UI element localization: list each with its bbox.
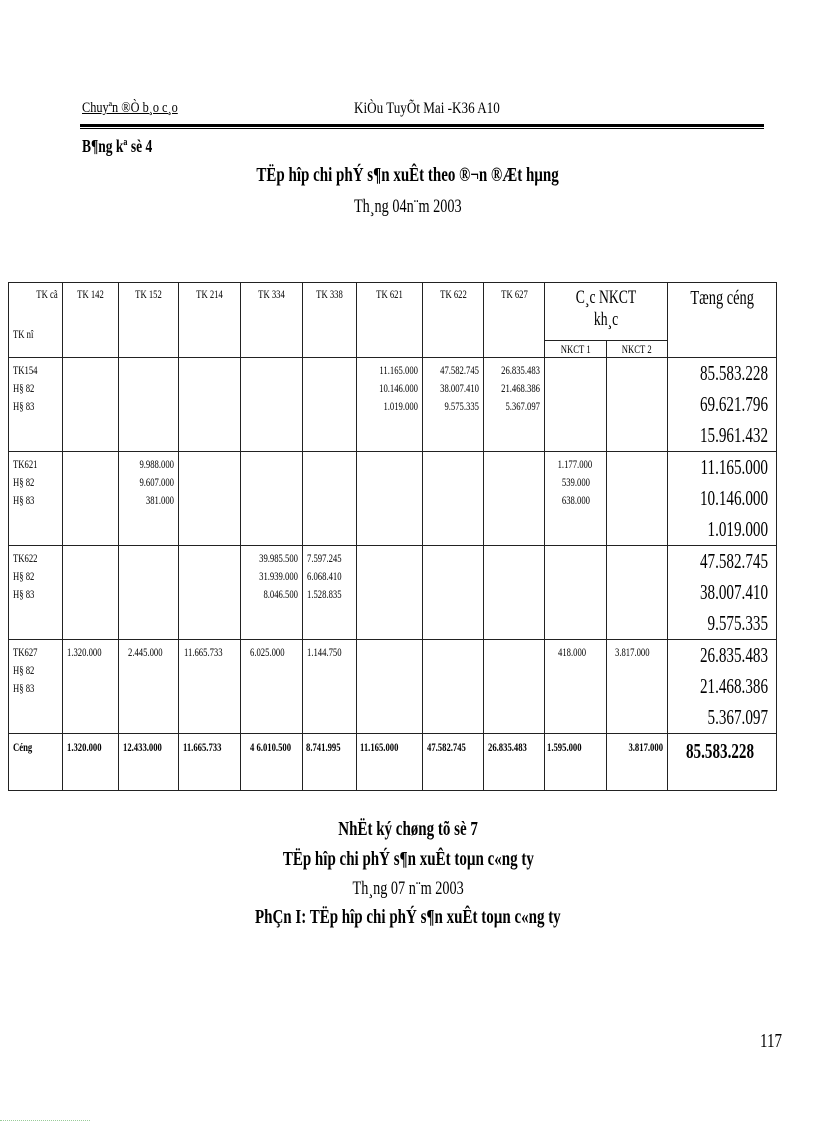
cell [303,358,357,452]
cell: 39.985.500 31.939.000 8.046.500 [241,546,303,640]
footer-divider [0,1120,90,1121]
col-header: TK 334 [241,283,303,358]
cell [545,358,607,452]
cell [423,640,484,734]
cell [119,546,179,640]
cell [63,358,119,452]
cell [357,546,423,640]
sum-cell: 1.320.000 [63,734,119,791]
journal-subtitle: TËp hîp chi phÝ s¶n xuÊt toµn c«ng ty [282,848,534,870]
header-rule [80,124,764,127]
sum-cell: 4 6.010.500 [241,734,303,791]
row-total: 85.583.228 69.621.796 15.961.432 [668,358,777,452]
page-number: 117 [760,1030,782,1052]
cell [484,452,545,546]
subheader-nkct2: NKCT 2 [607,341,668,358]
cell [545,546,607,640]
table-label: B¶ng kª sè 4 [82,136,153,156]
cell [484,546,545,640]
row-total: 11.165.000 10.146.000 1.019.000 [668,452,777,546]
sum-cell: 47.582.745 [423,734,484,791]
row-label: TK621 H§ 82 H§ 83 [9,452,63,546]
table-subtitle: Th¸ng 04n¨m 2003 [354,196,462,217]
group-header: C¸c NKCT kh¸c [545,283,668,341]
table-row [9,452,777,546]
sum-row [9,734,777,791]
col-header: TK 214 [179,283,241,358]
cell [303,452,357,546]
table-row [9,546,777,640]
cell [607,546,668,640]
cell: 47.582.745 38.007.410 9.575.335 [423,358,484,452]
cell [119,358,179,452]
sum-cell: 12.433.000 [119,734,179,791]
row-label: TK154 H§ 82 H§ 83 [9,358,63,452]
journal-date: Th¸ng 07 n¨m 2003 [352,878,464,899]
cell: 11.665.733 [179,640,241,734]
cost-summary-table [8,282,777,791]
cell [484,640,545,734]
col-header: TK 142 [63,283,119,358]
cell [357,640,423,734]
sum-cell: 11.165.000 [357,734,423,791]
col-header: TK 621 [357,283,423,358]
cell: 9.988.000 9.607.000 381.000 [119,452,179,546]
table-row [9,640,777,734]
cell [241,358,303,452]
header-author: KiÒu TuyÕt Mai -K36 A10 [354,100,500,117]
cell [179,358,241,452]
cell: 1.144.750 [303,640,357,734]
cell: 3.817.000 [607,640,668,734]
cell [63,452,119,546]
header-rule-thin [80,128,764,129]
cell: 26.835.483 21.468.386 5.367.097 [484,358,545,452]
col-header: TK 152 [119,283,179,358]
cell: 1.320.000 [63,640,119,734]
table-title: TËp hîp chi phÝ s¶n xuÊt theo ®¬n ®Æt hµng [256,164,560,186]
cell [63,546,119,640]
cell [423,546,484,640]
sum-cell: 11.665.733 [179,734,241,791]
row-label: TK622 H§ 82 H§ 83 [9,546,63,640]
cell: 11.165.000 10.146.000 1.019.000 [357,358,423,452]
col-header: TK 627 [484,283,545,358]
cell [607,358,668,452]
total-header: Tæng céng [668,283,777,358]
col-header: TK 338 [303,283,357,358]
cell: 1.177.000 539.000 638.000 [545,452,607,546]
sum-cell: 1.595.000 [545,734,607,791]
cell: 2.445.000 [119,640,179,734]
row-total: 47.582.745 38.007.410 9.575.335 [668,546,777,640]
sum-label: Céng [9,734,63,791]
cell: 6.025.000 [241,640,303,734]
row-total: 26.835.483 21.468.386 5.367.097 [668,640,777,734]
journal-title: NhËt ký chøng tõ sè 7 [338,818,478,840]
journal-part-heading: PhÇn I: TËp hîp chi phÝ s¶n xuÊt toµn c«ng ty [255,906,561,928]
header-left-title: Chuyªn ®Ò b¸o c¸o [82,100,178,116]
cell [179,452,241,546]
table-row [9,358,777,452]
corner-cell [9,283,63,358]
cell [607,452,668,546]
corner-bottom-label: TK nî [13,327,34,341]
cell [241,452,303,546]
sum-cell: 8.741.995 [303,734,357,791]
cell: 7.597.245 6.068.410 1.528.835 [303,546,357,640]
cell [357,452,423,546]
sum-cell: 26.835.483 [484,734,545,791]
corner-top-label: TK cã [36,287,58,301]
cell [179,546,241,640]
header-row [9,283,777,341]
cell: 418.000 [545,640,607,734]
col-header: TK 622 [423,283,484,358]
sum-cell: 3.817.000 [607,734,668,791]
row-label: TK627 H§ 82 H§ 83 [9,640,63,734]
cell [423,452,484,546]
subheader-nkct1: NKCT 1 [545,341,607,358]
sum-total: 85.583.228 [668,734,777,791]
